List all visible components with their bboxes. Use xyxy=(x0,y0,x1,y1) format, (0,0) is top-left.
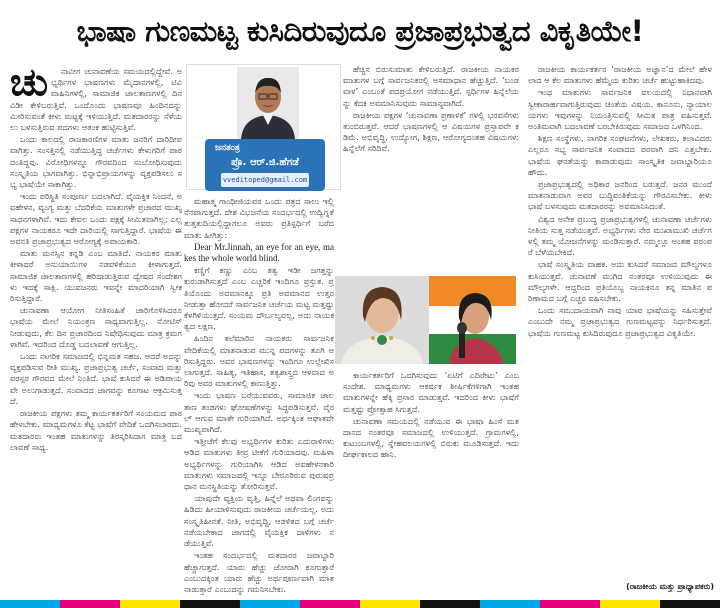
paragraph: ಶಿಕ್ಷಣ ಸಂಸ್ಥೆಗಳು, ನಾಗರಿಕ ಸಂಘಟನೆಗಳು, ಲೇಖಕರು, ಕಲಾವಿದರು ಎಲ್ಲರೂ ಸಭ್ಯ ಸಾರ್ವಜನಿಕ ಸಂವಾದದ ಪರವಾಗಿ ದನಿ ಎತ್ತಬೇಕು. ಭಾಷೆಯ ಘನತೆಯನ್ನು ಕಾಪಾಡುವುದು ಸಾಂಸ್ಕೃತಿಕ ಜವಾಬ್ದಾರಿಯೂ ಹೌದು. xyxy=(528,133,712,177)
drop-cap: ಚು xyxy=(10,66,49,104)
article-column-4 xyxy=(528,64,712,580)
columnist-byline xyxy=(186,64,341,190)
article-column-1 xyxy=(10,66,182,600)
paragraph: ಚುನಾವಣಾ ಸಮಯದಲ್ಲಿ ನಡೆಯುವ ಈ ಭಾಷಾ ಹಿಂಸೆ ಮತದಾನದ ನಂತರವೂ ಸಮಾಜದಲ್ಲಿ ಉಳಿಯುತ್ತದೆ. ಗ್ರಾಮಗಳಲ್ಲಿ, ಕುಟುಂಬಗಳಲ್ಲಿ, ಸ್ನೇಹವಲಯಗಳಲ್ಲಿ ಬಿರುಕು ಮೂಡಿಸುತ್ತದೆ. ಇದು ದೀರ್ಘಕಾಲದ ಹಾನಿ. xyxy=(343,415,519,460)
quote-fragment: Dear Mr.Jinnah, an eye for an eye, makes the whole world blind. xyxy=(184,241,334,264)
article-column-3-bottom xyxy=(343,370,519,600)
author-designation: (ರಾಜಕೀಯ ಮತ್ತು ಪ್ರಾಧ್ಯಾಪಕರು) xyxy=(626,582,714,591)
paragraph: ಇಂಥ ಮಾತುಗಳು ಸಾರ್ವಜನಿಕ ವಲಯದಲ್ಲಿ ನಿಧಾನವಾಗಿ ಸ್ವೀಕಾರಾರ್ಹವಾಗುತ್ತಿರುವುದು ಚಿಂತೆಯ ವಿಷಯ. ಕಾನೂನು, ನ್ಯಾಯಾಲಯಗಳು ಇವುಗಳನ್ನು ನಿಯಂತ್ರಿಸುವಲ್ಲಿ ಸೀಮಿತ ಪಾತ್ರ ವಹಿಸುತ್ತವೆ. ಅಂತಿಮವಾಗಿ ಬದಲಾವಣೆ ಬರಬೇಕಿರುವುದು ಸಮಾಜದ ಒಳಗಿನಿಂದ. xyxy=(528,87,712,132)
paragraph: ಚುನಾವಣಾ ಆಯೋಗ ನೀತಿಸಂಹಿತೆ ಜಾರಿಗೊಳಿಸಿದರೂ ಭಾಷೆಯ ಮೇಲೆ ನಿಯಂತ್ರಣ ಸಾಧ್ಯವಾಗುತ್ತಿಲ್ಲ. ನೋಟಿಸ್ ನೀಡುವುದು, ಕೆಲ ದಿನ ಪ್ರಚಾರದಿಂದ ನಿಷೇಧಿಸುವುದು ಮಾತ್ರ ಕ್ರಮಗಳಾಗಿವೆ. ಇದರಿಂದ ದೊಡ್ಡ ಬದಲಾವಣೆ ಆಗುತ್ತಿಲ್ಲ. xyxy=(10,305,182,349)
paragraph: ಹಿಂದಿನ ತಲೆಮಾರಿನ ನಾಯಕರು ಸಾರ್ವಜನಿಕ ವೇದಿಕೆಯಲ್ಲಿ ಮಾತನಾಡುವ ಮುನ್ನ ಪದಗಳನ್ನು ತೂಗಿ ಆರಿಸುತ್ತಿದ್ದರು. ಅವರ ಭಾಷಣಗಳನ್ನು ಇಂದಿಗೂ ಉಲ್ಲೇಖಿಸಲಾಗುತ್ತದೆ. ಸಾಹಿತ್ಯ, ಇತಿಹಾಸ, ತತ್ವಶಾಸ್ತ್ರದ ಆಳವಾದ ಅರಿವು ಅವರ ಮಾತುಗಳಲ್ಲಿ ಕಾಣುತ್ತಿತ್ತು. xyxy=(184,333,334,389)
paragraph: ಇಂದು ಪರಿಸ್ಥಿತಿ ಸಂಪೂರ್ಣ ಬದಲಾಗಿದೆ. ವೈಯಕ್ತಿಕ ನಿಂದನೆ, ಅವಹೇಳನ, ವ್ಯಂಗ್ಯ ಮತ್ತು ಬೆದರಿಕೆಯ ಮಾತುಗಳೇ ಪ್ರಚಾರದ ಮುಖ್ಯ ಸಾಧನಗಳಾಗಿವೆ. ಇದು ಕೇವಲ ಒಂದು ಪಕ್ಷಕ್ಕೆ ಸೀಮಿತವಾಗಿಲ್ಲ; ಎಲ್ಲ ಪಕ್ಷಗಳ ನಾಯಕರೂ ಇದೇ ದಾರಿಯಲ್ಲಿ ಸಾಗುತ್ತಿದ್ದಾರೆ. ಭಾಷೆಯ ಈ ಅವನತಿ ಪ್ರಜಾಪ್ರಭುತ್ವದ ಆರೋಗ್ಯಕ್ಕೆ ಅಪಾಯಕಾರಿ. xyxy=(10,191,182,247)
paragraph: ಕಾರ್ಯಕರ್ತರಿಗೆ ಒದಗಿಸುವುದು ‘ಏಟಿಗೆ ಎದಿರೇಟು’ ಎಂಬ ಸಂದೇಶ. ಮಾಧ್ಯಮಗಳು ಆಕರ್ಷಕ ಶೀರ್ಷಿಕೆಗಳಿಗಾಗಿ ಇಂತಹ ಮಾತುಗಳನ್ನೇ ಹೆಕ್ಕಿ ಪ್ರಸಾರ ಮಾಡುತ್ತವೆ. ಇದರಿಂದ ಕೀಳು ಭಾಷೆಗೆ ಮತ್ತಷ್ಟು ಪ್ರೋತ್ಸಾಹ ಸಿಗುತ್ತದೆ. xyxy=(343,370,519,414)
paragraph: ಒಂದು ಸಮುದಾಯವಾಗಿ ನಾವು ಯಾವ ಭಾಷೆಯನ್ನು ಸಹಿಸುತ್ತೇವೆ ಎಂಬುದೇ ನಮ್ಮ ಪ್ರಜಾಪ್ರಭುತ್ವದ ಗುಣಮಟ್ಟವನ್ನು ನಿರ್ಧರಿಸುತ್ತದೆ. ಭಾಷೆಯ ಗುಣಮಟ್ಟ ಕುಸಿದಿರುವುದೂ ಪ್ರಜಾಪ್ರಭುತ್ವದ ವಿಕೃತಿಯೇ. xyxy=(528,305,712,338)
paragraph: ರಾಜಕೀಯ ಪಕ್ಷಗಳು ತಮ್ಮ ಕಾರ್ಯಕರ್ತರಿಗೆ ಸಂಯಮದ ಪಾಠ ಹೇಳಬೇಕು. ಮಾಧ್ಯಮಗಳೂ ಕೆಟ್ಟ ಭಾಷೆಗೆ ವೇದಿಕೆ ಒದಗಿಸಬಾರದು. ಮತದಾರರು ಇಂತಹ ಮಾತುಗಳನ್ನು ತಿರಸ್ಕರಿಸಿದಾಗ ಮಾತ್ರ ಬದಲಾವಣೆ ಸಾಧ್ಯ. xyxy=(10,408,182,452)
flag-and-microphone-icon xyxy=(429,276,516,364)
column-tag: ಜನತಂತ್ರ xyxy=(215,143,240,153)
paragraph: ಇಂತಹ ಸಂದರ್ಭದಲ್ಲಿ ಮತದಾರರ ಜವಾಬ್ದಾರಿ ಹೆಚ್ಚಾಗುತ್ತದೆ. ಯಾರು ಹೆಚ್ಚು ಜೋರಾಗಿ ಕೂಗುತ್ತಾರೆ ಎಂಬುದಕ್ಕಿಂತ ಯಾರು ಹೆಚ್ಚು ಅರ್ಥಪೂರ್ಣವಾಗಿ ಮಾತನಾಡುತ್ತಾರೆ ಎಂಬುದನ್ನು ಗಮನಿಸಬೇಕು. xyxy=(184,550,334,594)
candidate-photos xyxy=(335,276,516,364)
paragraph: ಭಾಷೆ ಸಂಸ್ಕೃತಿಯ ವಾಹಕ. ಅದು ಕುಸಿದರೆ ಸಮಾಜದ ಮೌಲ್ಯಗಳೂ ಕುಸಿಯುತ್ತವೆ. ಚುನಾವಣೆ ಮುಗಿದ ನಂತರವೂ ಉಳಿಯುವುದು ಈ ಮೌಲ್ಯಗಳೇ. ಆದ್ದರಿಂದ ಪ್ರತಿಯೊಬ್ಬ ನಾಯಕನೂ ತನ್ನ ಮಾತಿನ ಪರಿಣಾಮದ ಬಗ್ಗೆ ಎಚ್ಚರ ವಹಿಸಬೇಕು. xyxy=(528,259,712,304)
woman-with-flag-photo xyxy=(429,276,516,364)
paragraph: ರಾಜಕೀಯ ಪಕ್ಷಗಳ ‘ಚುನಾವಣಾ ಪ್ರಣಾಳಿಕೆ’ ಗಳಲ್ಲಿ ಭರವಸೆಗಳು ತುಂಬಿರುತ್ತವೆ. ಆದರೆ ಭಾಷಣಗಳಲ್ಲಿ ಆ ವಿಷಯಗಳ ಪ್ರಸ್ತಾಪವೇ ಕಡಿಮೆ. ಅಭಿವೃದ್ಧಿ, ಉದ್ಯೋಗ, ಶಿಕ್ಷಣ, ಆರೋಗ್ಯದಂತಹ ವಿಷಯಗಳು ಹಿನ್ನೆಲೆಗೆ ಸರಿದಿವೆ. xyxy=(343,109,519,154)
article-column-2 xyxy=(184,196,334,600)
author-portrait-icon xyxy=(237,67,299,139)
author-name: ಪ್ರೊ. ಆರ್.ಜಿ.ಹೆಗಡೆ xyxy=(231,157,299,168)
paragraph: ಒಂದು ಕಾಲದಲ್ಲಿ ರಾಜಕಾರಣಿಗಳ ಮಾತು ಜನರಿಗೆ ದಾರಿದೀಪವಾಗಿತ್ತು. ಸಂಸತ್ತಿನಲ್ಲಿ ನಡೆಯುತ್ತಿದ್ದ ಚರ್ಚೆಗಳು ಕೇಳುಗರಿಗೆ ಪಾಠದಂತಿದ್ದವು. ವಿರೋಧಿಗಳನ್ನೂ ಗೌರವದಿಂದ ಸಂಬೋಧಿಸುವುದು ಸಂಸ್ಕೃತಿಯ ಭಾಗವಾಗಿತ್ತು. ಭಿನ್ನಾಭಿಪ್ರಾಯಗಳನ್ನು ವ್ಯಕ್ತಪಡಿಸಲು ಸಭ್ಯ ಭಾಷೆಯೇ ಸಾಕಾಗಿತ್ತು. xyxy=(10,134,182,190)
paragraph: ಯಾವುದೇ ವ್ಯಕ್ತಿಯ ವೃತ್ತಿ, ಹಿನ್ನೆಲೆ ಅಥವಾ ಲಿಂಗವನ್ನು ಹಿಡಿದು ಹೀಯಾಳಿಸುವುದು ರಾಜಕೀಯ ಚರ್ಚೆಯಲ್ಲ. ಅದು ಸಂಸ್ಕೃತಿಹೀನತೆ. ನೀತಿ, ಅಭಿವೃದ್ಧಿ, ಆಡಳಿತದ ಬಗ್ಗೆ ಚರ್ಚೆ ನಡೆಯಬೇಕಾದ ಜಾಗದಲ್ಲಿ ವೈಯಕ್ತಿಕ ದಾಳಿಗಳು ನಡೆಯುತ್ತಿವೆ. xyxy=(184,493,334,549)
paragraph: ಕಣ್ಣಿಗೆ ಕಣ್ಣು ಎಂಬ ತತ್ವ ಇಡೀ ಜಗತ್ತನ್ನು ಕುರುಡಾಗಿಸುತ್ತದೆ ಎಂಬ ಎಚ್ಚರಿಕೆ ಇಂದಿಗೂ ಪ್ರಸ್ತುತ. ಪ್ರತಿಯೊಂದು ಅವಮಾನಕ್ಕೂ ಪ್ರತಿ ಅವಮಾನದ ಉತ್ತರ ನೀಡುತ್ತಾ ಹೋದರೆ ಸಾರ್ವಜನಿಕ ಚರ್ಚೆಯ ಮಟ್ಟ ಮತ್ತಷ್ಟು ಕೆಳಗಿಳಿಯುತ್ತದೆ. ಸಂಯಮ ದೌರ್ಬಲ್ಯವಲ್ಲ, ಅದು ನಾಯಕತ್ವದ ಲಕ್ಷಣ. xyxy=(184,265,334,332)
paragraph: ರಾಜಕೀಯ ಕಾರ್ಯಕರ್ತರ ‘ರಾಜಕೀಯ ಅಜ್ಞಾನ’ದ ಮೇಲೆ ಹೇಳಲಾದ ಆ ಕೆಲ ಮಾತುಗಳು ಹೆಮ್ಮೆಯ ಕುರಿತು ಚರ್ಚೆ ಹುಟ್ಟುಹಾಕಿದವು. xyxy=(528,64,712,86)
paragraph: ಇಂದು ಭಾಷಣ ಬರೆಯುವವರು, ಸಾಮಾಜಿಕ ಜಾಲತಾಣ ತಂಡಗಳು ಘೋಷಣೆಗಳನ್ನು ಸಿದ್ಧಪಡಿಸುತ್ತವೆ. ವೈರಲ್ ಆಗುವ ಮಾತೇ ಗುರಿಯಾಗಿದೆ. ಅರ್ಥಕ್ಕಿಂತ ಆಘಾತವೇ ಮುಖ್ಯವಾಗಿದೆ. xyxy=(184,390,334,435)
paragraph: ಮಹಾತ್ಮ ಗಾಂಧೀಜಿಯವರ ಒಂದು ಪತ್ರದ ಸಾಲು ಇಲ್ಲಿ ನೆನಪಾಗುತ್ತದೆ. ದೇಶ ವಿಭಜನೆಯ ಸಂದರ್ಭದಲ್ಲಿ ಉದ್ವಿಗ್ನತೆ ತುತ್ತತುದಿಯಲ್ಲಿದ್ದಾಗಲೂ ಅವರು ಪ್ರತಿಸ್ಪರ್ಧಿಗೆ ಬರೆದ ಮಾತು ಹೀಗಿತ್ತು: xyxy=(184,196,334,240)
author-email: vveditoped@gmail.com xyxy=(221,173,309,187)
print-color-strip xyxy=(0,600,720,608)
column-label-box xyxy=(205,139,325,191)
article-column-3-top xyxy=(343,64,519,272)
paragraph: ವಿಶ್ವದ ಅನೇಕ ಪ್ರಬುದ್ಧ ಪ್ರಜಾಪ್ರಭುತ್ವಗಳಲ್ಲಿ ಚುನಾವಣಾ ಚರ್ಚೆಗಳು ನೀತಿಯ ಸುತ್ತ ನಡೆಯುತ್ತವೆ. ಅಭ್ಯರ್ಥಿಗಳು ನೇರ ಮುಖಾಮುಖಿ ಚರ್ಚೆಗಳಲ್ಲಿ ತಮ್ಮ ಯೋಜನೆಗಳನ್ನು ಮಂಡಿಸುತ್ತಾರೆ. ನಮ್ಮಲ್ಲೂ ಅಂತಹ ಪರಂಪರೆ ಬೆಳೆಯಬೇಕಿದೆ. xyxy=(528,213,712,258)
paragraph: ಒಂದು ನಾಗರಿಕ ಸಮಾಜದಲ್ಲಿ ಭಿನ್ನಮತ ಸಹಜ. ಆದರೆ ಅದನ್ನು ವ್ಯಕ್ತಪಡಿಸುವ ರೀತಿ ಮುಖ್ಯ. ಪ್ರಜಾಪ್ರಭುತ್ವ ಚರ್ಚೆ, ಸಂವಾದ ಮತ್ತು ಪರಸ್ಪರ ಗೌರವದ ಮೇಲೆ ನಿಂತಿದೆ. ಭಾಷೆ ಕುಸಿದರೆ ಈ ಅಡಿಪಾಯವೇ ಅಲುಗಾಡುತ್ತದೆ. ಸಂವಾದದ ಜಾಗವನ್ನು ಕೂಗಾಟ ಆಕ್ರಮಿಸುತ್ತದೆ. xyxy=(10,351,182,406)
paragraph: ಹೆಚ್ಚಿನ ಬಿರುಸುಮಾತು ಕೇಳಿಬರುತ್ತಿದೆ. ರಾಜಕೀಯ ನಾಯಕರ ಮಾತುಗಳ ಬಗ್ಗೆ ಸಾರ್ವಜನಿಕರಲ್ಲಿ ಅಸಮಾಧಾನ ಹೆಚ್ಚುತ್ತಿದೆ. ‘ಬಂಡವಾಳ’ ಎಂಬಂತೆ ಪದಪ್ರಯೋಗ ನಡೆಯುತ್ತಿದೆ. ಸ್ಪರ್ಧಿಗಳ ಹಿನ್ನೆಲೆಯನ್ನು ಕೆದಕಿ ಅವಮಾನಿಸುವುದು ಸಾಮಾನ್ಯವಾಗಿದೆ. xyxy=(343,64,519,108)
paragraph: ಮಾತು ಮನಸ್ಸಿನ ಕನ್ನಡಿ ಎಂಬ ಮಾತಿದೆ. ನಾಯಕರ ಮಾತು ಕೀಳಾದರೆ ಅನುಯಾಯಿಗಳ ನಡವಳಿಕೆಯೂ ಕೀಳಾಗುತ್ತದೆ. ಸಾಮಾಜಿಕ ಜಾಲತಾಣಗಳಲ್ಲಿ ಹರಿದಾಡುತ್ತಿರುವ ದ್ವೇಷದ ಸಂದೇಶಗಳು ಇದಕ್ಕೆ ಸಾಕ್ಷಿ. ಯುವಜನರು ಇವನ್ನೇ ಮಾದರಿಯಾಗಿ ಸ್ವೀಕರಿಸುತ್ತಿದ್ದಾರೆ. xyxy=(10,248,182,304)
paragraph: ಪ್ರಜಾಪ್ರಭುತ್ವದಲ್ಲಿ ಅಧಿಕಾರ ಜನರಿಂದ ಬರುತ್ತದೆ. ಜನರ ಮುಂದೆ ಮಾತನಾಡುವಾಗ ಅವರ ಬುದ್ಧಿವಂತಿಕೆಯನ್ನು ಗೌರವಿಸಬೇಕು. ಕೀಳು ಭಾಷೆ ಬಳಸುವುದು ಮತದಾರರನ್ನು ಅವಮಾನಿಸಿದಂತೆ. xyxy=(528,179,712,212)
author-photo xyxy=(237,67,299,139)
woman-portrait-icon xyxy=(335,276,429,364)
paragraph: ಇತ್ತೀಚೆಗೆ ಕೆಲವು ಅಭ್ಯರ್ಥಿಗಳ ಕುರಿತು ಎದುರಾಳಿಗಳು ಆಡಿದ ಮಾತುಗಳು ತೀವ್ರ ಟೀಕೆಗೆ ಗುರಿಯಾದವು. ಮಹಿಳಾ ಅಭ್ಯರ್ಥಿಗಳನ್ನು ಗುರಿಯಾಗಿಸಿ ಆಡಿದ ಅವಹೇಳನಕಾರಿ ಮಾತುಗಳು ಸಮಾಜದಲ್ಲಿ ಇನ್ನೂ ಬೇರೂರಿರುವ ಪುರುಷಪ್ರಧಾನ ಮನಸ್ಥಿತಿಯನ್ನು ತೋರಿಸುತ್ತವೆ. xyxy=(184,436,334,492)
article-headline: ಭಾಷಾ ಗುಣಮಟ್ಟ ಕುಸಿದಿರುವುದೂ ಪ್ರಜಾಪ್ರಭುತ್ವದ ವಿಕೃತಿಯೇ! xyxy=(76,13,644,48)
paragraph: ನಾವೀಗ ಚುನಾವಣೆಯ ಸಮಯದಲ್ಲಿದ್ದೇವೆ. ಅಭ್ಯರ್ಥಿಗಳ ಭಾಷಣಗಳು ಮೈದಾನಗಳಲ್ಲಿ, ಟಿವಿ ವಾಹಿನಿಗಳಲ್ಲಿ, ಸಾಮಾಜಿಕ ಜಾಲತಾಣಗಳಲ್ಲಿ ದಿನವಿಡೀ ಕೇಳಿಬರುತ್ತಿವೆ. ಒಂದೊಂದು ಭಾಷಣವೂ ಹಿಂದಿನದನ್ನು ಮೀರಿಸುವಂತೆ ಕೀಳು ಮಟ್ಟಕ್ಕೆ ಇಳಿಯುತ್ತಿದೆ. ಮತದಾರರನ್ನು ಸೆಳೆಯಲು ಬಳಸುತ್ತಿರುವ ಪದಗಳು ಆತಂಕ ಹುಟ್ಟಿಸುತ್ತಿವೆ. xyxy=(10,66,182,133)
